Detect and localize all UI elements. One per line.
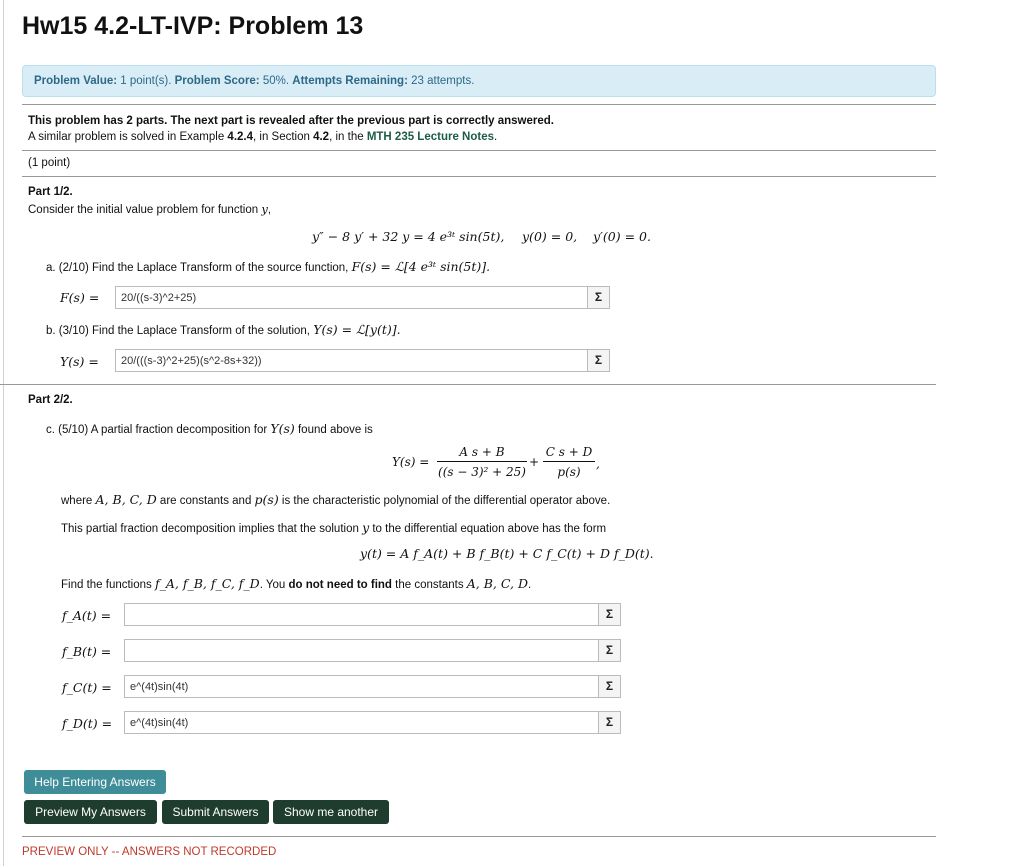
- functions-math: f_A, f_B, f_C, f_D: [154, 576, 260, 591]
- problem-value: 1 point(s).: [120, 75, 172, 87]
- equation-editor-button[interactable]: Σ: [587, 349, 610, 372]
- fA-label: f_A(t) =: [62, 608, 112, 623]
- implies-sentence: [61, 520, 606, 535]
- part2-heading: Part 2/2.: [28, 394, 73, 406]
- consider-text: ,: [267, 204, 272, 216]
- fraction-bar: [543, 461, 595, 462]
- F-s-answer-input[interactable]: [115, 286, 587, 309]
- equation-editor-button[interactable]: Σ: [598, 639, 621, 662]
- divider: [22, 150, 936, 151]
- part1-heading: Part 1/2.: [28, 186, 73, 198]
- divider: [22, 836, 936, 837]
- fB-answer-input[interactable]: [124, 639, 598, 662]
- fC-label: f_C(t) =: [62, 680, 112, 695]
- pfd-denominator-1: ((s − 3)² + 25): [438, 465, 526, 479]
- solution-var: y: [362, 520, 370, 535]
- problem-value-label: Problem Value:: [34, 75, 118, 87]
- part-b-math: Y(s) = ℒ[y(t)].: [313, 322, 401, 337]
- part-b-prompt: [46, 322, 401, 337]
- divider: [22, 176, 936, 177]
- divider: [0, 384, 936, 385]
- problem-score-label: Problem Score:: [174, 75, 260, 87]
- pfd-plus: +: [529, 455, 540, 469]
- page-title: Hw15 4.2-LT-IVP: Problem 13: [22, 12, 364, 40]
- find-text: Find the functions: [61, 579, 155, 591]
- where-text: are constants and: [156, 495, 255, 507]
- equation-editor-button[interactable]: Σ: [587, 286, 610, 309]
- intro-line-1: This problem has 2 parts. The next part is revealed after the previous part is correctly answered.: [28, 115, 554, 127]
- Y-s-label: Y(s) =: [60, 354, 99, 369]
- submit-answers-button[interactable]: Submit Answers: [162, 800, 269, 824]
- part-c-prompt: [46, 421, 373, 436]
- Y-s-answer-input[interactable]: [115, 349, 587, 372]
- equation-editor-button[interactable]: Σ: [598, 675, 621, 698]
- where-text: is the characteristic polynomial of the differential operator above.: [278, 495, 611, 507]
- intro-text: A similar problem is solved in Example: [28, 131, 228, 143]
- char-poly-math: p(s): [254, 492, 279, 507]
- pfd-numerator-2: C s + D: [545, 445, 593, 459]
- initial-condition-2: y′(0) = 0.: [593, 229, 651, 244]
- pfd-denominator-2: p(s): [557, 465, 581, 479]
- intro-text: , in Section: [253, 131, 314, 143]
- implies-text: to the differential equation above has the form: [369, 523, 607, 535]
- intro-line-2: [28, 131, 497, 143]
- left-border: [3, 0, 4, 866]
- constants-math: A, B, C, D: [95, 492, 157, 507]
- find-text: .: [527, 579, 532, 591]
- preview-only-notice: PREVIEW ONLY -- ANSWERS NOT RECORDED: [22, 846, 277, 858]
- pfd-comma: ,: [596, 457, 600, 471]
- points-label: (1 point): [28, 157, 71, 169]
- show-me-another-button[interactable]: Show me another: [273, 800, 389, 824]
- problem-score: 50%.: [262, 75, 290, 87]
- part-c-text: c. (5/10) A partial fraction decomposition for: [46, 424, 271, 436]
- fD-answer-input[interactable]: [124, 711, 598, 734]
- fB-label: f_B(t) =: [62, 644, 112, 659]
- help-entering-answers-button[interactable]: Help Entering Answers: [24, 770, 166, 794]
- section-number: 4.2: [313, 131, 330, 143]
- attempts-remaining: 23 attempts.: [411, 75, 475, 87]
- find-sentence: [61, 576, 531, 591]
- part-c-math: Y(s): [270, 421, 295, 436]
- lecture-notes-link[interactable]: MTH 235 Lecture Notes: [366, 131, 494, 143]
- where-text: where: [61, 495, 96, 507]
- example-number: 4.2.4: [227, 131, 253, 143]
- fraction-bar: [437, 461, 527, 462]
- part-a-prompt: [46, 259, 490, 274]
- intro-text: .: [494, 131, 498, 143]
- intro-text: , in the: [329, 131, 367, 143]
- attempts-remaining-label: Attempts Remaining:: [292, 75, 408, 87]
- divider: [22, 104, 936, 105]
- find-bold-text: do not need to find: [288, 579, 392, 591]
- fD-label: f_D(t) =: [62, 716, 113, 731]
- find-text: . You: [259, 579, 289, 591]
- constants-math: A, B, C, D: [466, 576, 528, 591]
- part-b-text: b. (3/10) Find the Laplace Transform of the solution,: [46, 325, 314, 337]
- pfd-lhs: Y(s) =: [392, 455, 430, 469]
- fA-answer-input[interactable]: [124, 603, 598, 626]
- where-sentence: [61, 492, 610, 507]
- pfd-numerator-1: A s + B: [459, 445, 505, 459]
- implies-text: This partial fraction decomposition implies that the solution: [61, 523, 363, 535]
- equation-editor-button[interactable]: Σ: [598, 711, 621, 734]
- find-text: the constants: [391, 579, 467, 591]
- part-c-text: found above is: [294, 424, 373, 436]
- part1-consider: [28, 202, 271, 216]
- F-s-label: F(s) =: [60, 290, 100, 305]
- equation-editor-button[interactable]: Σ: [598, 603, 621, 626]
- function-var: y: [261, 202, 268, 216]
- fC-answer-input[interactable]: [124, 675, 598, 698]
- ode-equation: y″ − 8 y′ + 32 y = 4 e³ᵗ sin(5t),: [312, 229, 505, 244]
- consider-text: Consider the initial value problem for function: [28, 204, 262, 216]
- preview-my-answers-button[interactable]: Preview My Answers: [24, 800, 157, 824]
- problem-info-box: [22, 65, 936, 97]
- part-a-math: F(s) = ℒ[4 e³ᵗ sin(5t)].: [351, 259, 491, 274]
- initial-condition-1: y(0) = 0,: [522, 229, 578, 244]
- solution-form: y(t) = A f_A(t) + B f_B(t) + C f_C(t) + D f_D(t).: [360, 546, 654, 561]
- part-a-text: a. (2/10) Find the Laplace Transform of the source function,: [46, 262, 352, 274]
